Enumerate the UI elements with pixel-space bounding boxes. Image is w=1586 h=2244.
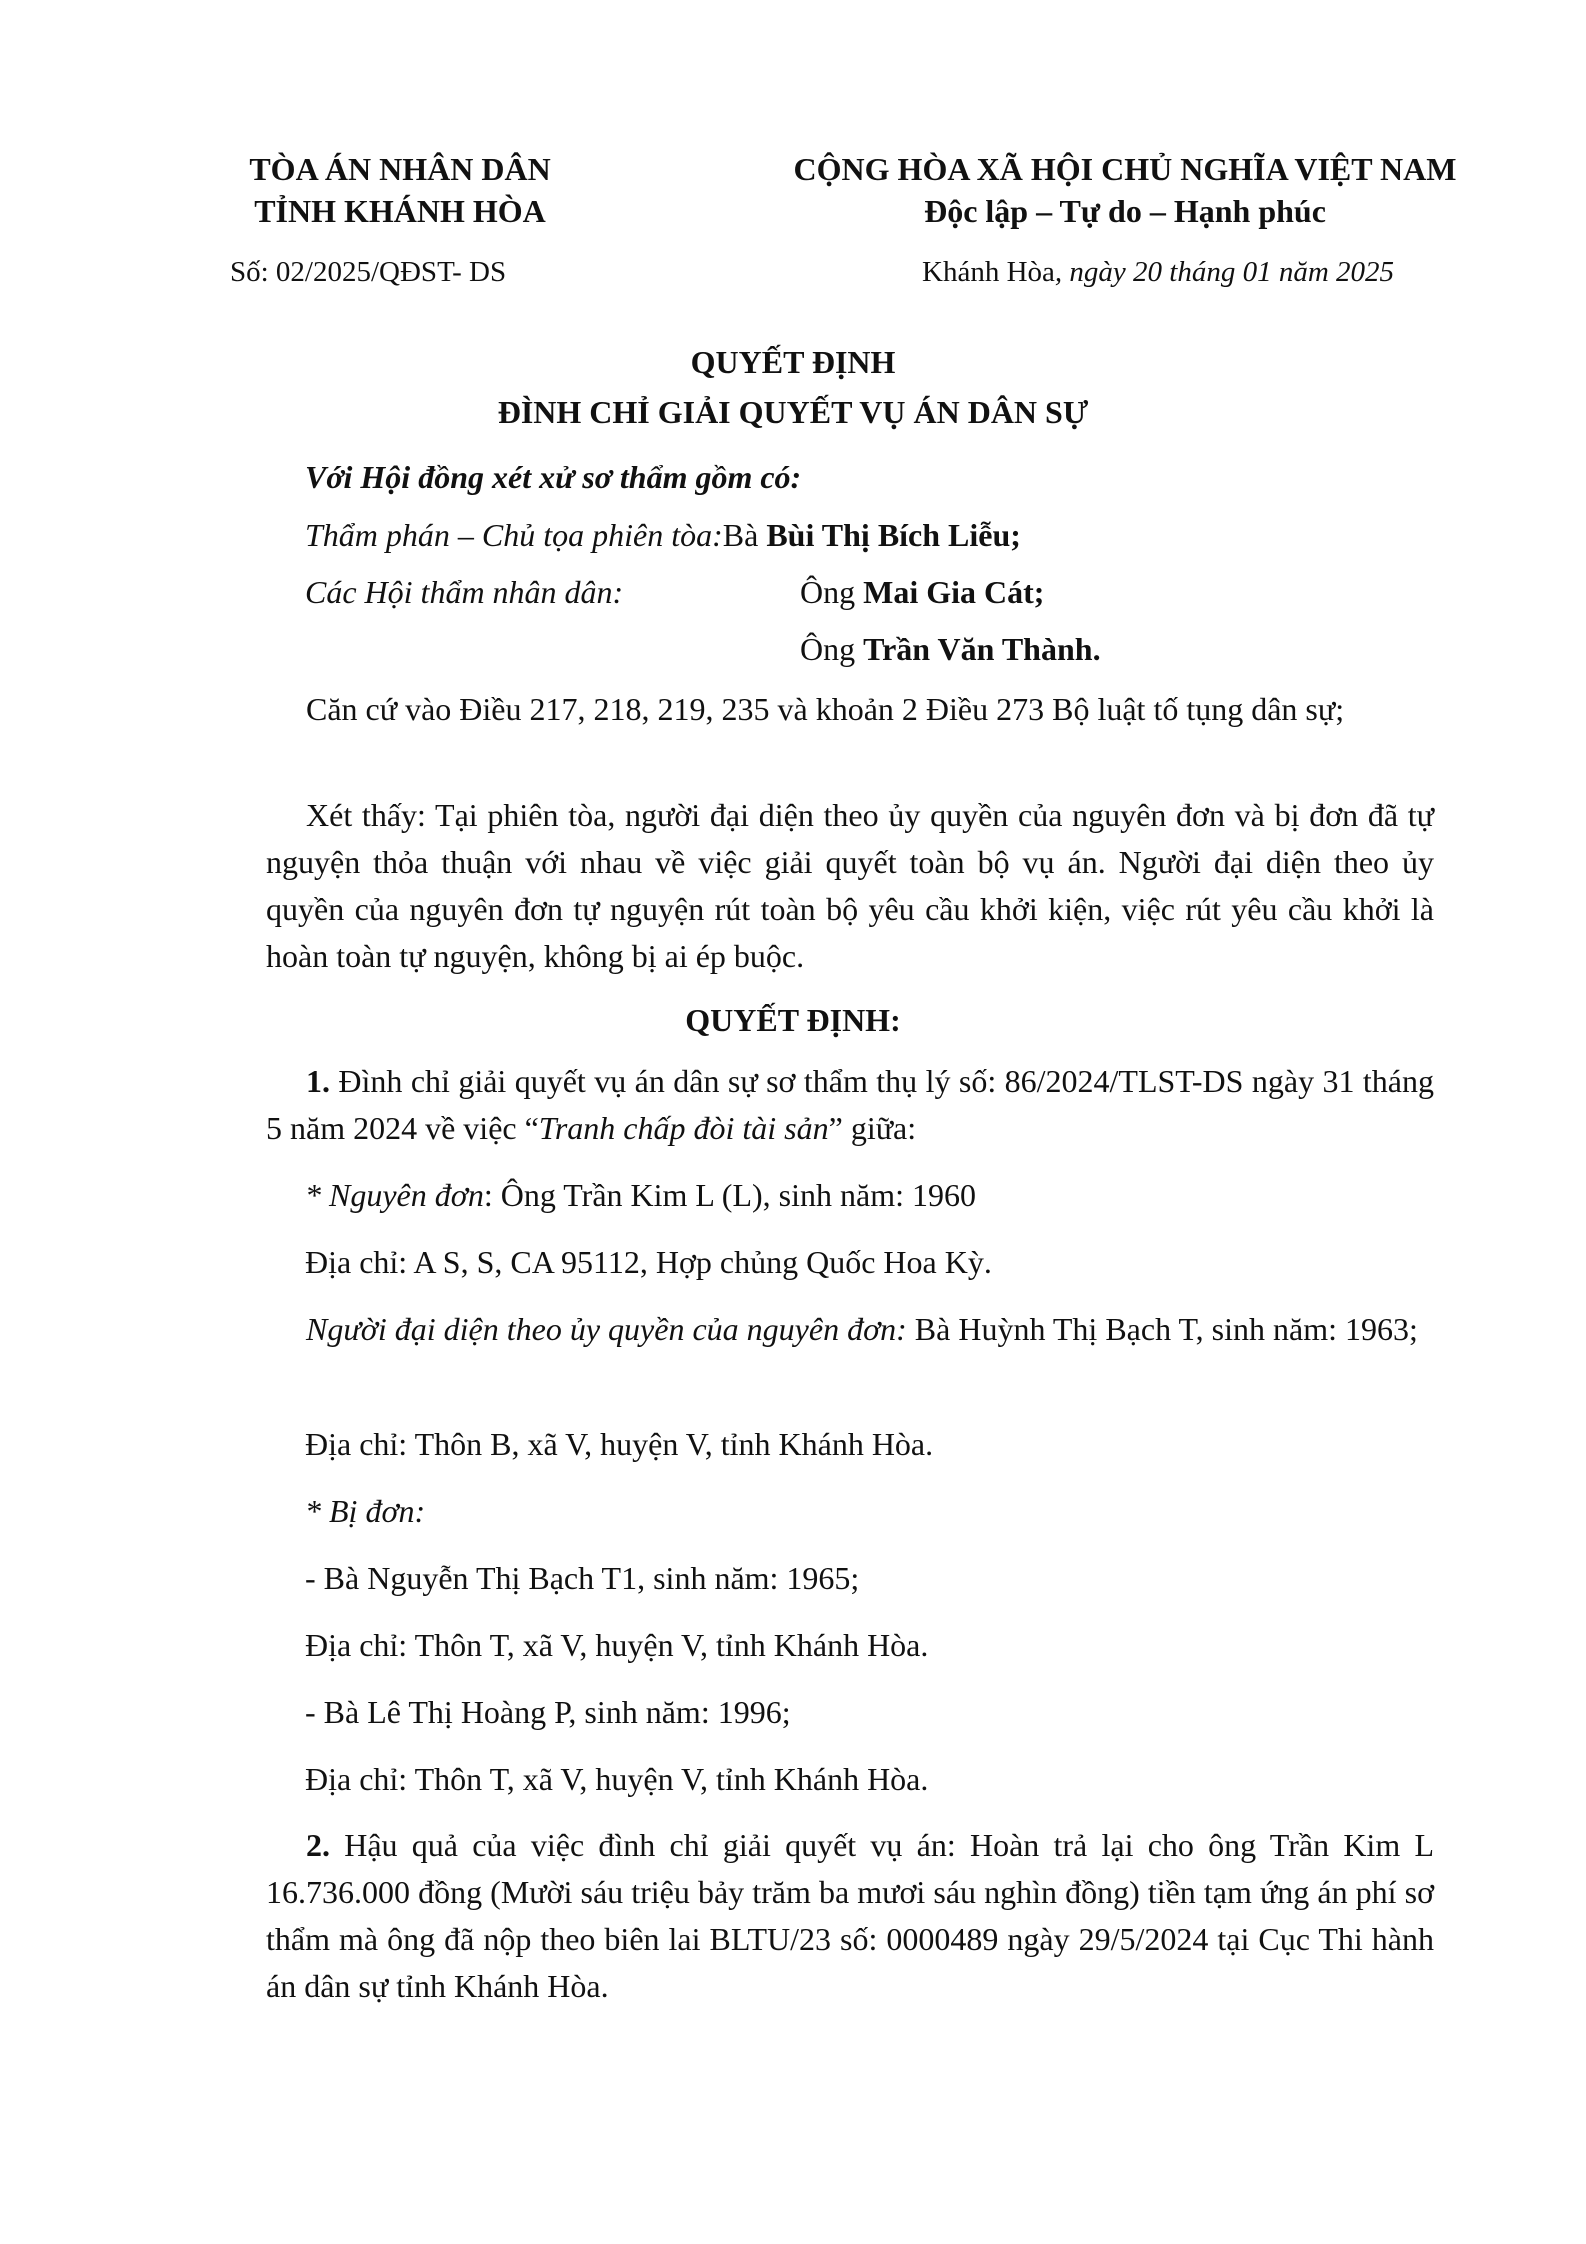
item1-number: 1. xyxy=(306,1063,330,1099)
plaintiff-address: Địa chỉ: A S, S, CA 95112, Hợp chủng Quốc Hoa Kỳ. xyxy=(305,1244,992,1280)
assessor2-prefix: Ông xyxy=(800,631,864,667)
defendant2: - Bà Lê Thị Hoàng P, sinh năm: 1996; xyxy=(305,1694,791,1730)
court-line2: TỈNH KHÁNH HÒA xyxy=(254,193,546,229)
defendant-label: * Bị đơn: xyxy=(305,1493,426,1529)
title-line2: ĐÌNH CHỈ GIẢI QUYẾT VỤ ÁN DÂN SỰ xyxy=(497,394,1089,430)
assessor2-name: Trần Văn Thành. xyxy=(863,631,1101,667)
defendant2-address: Địa chỉ: Thôn T, xã V, huyện V, tỉnh Khánh Hòa. xyxy=(305,1761,929,1797)
defendant1: - Bà Nguyễn Thị Bạch T1, sinh năm: 1965; xyxy=(305,1560,860,1596)
item1-text-b: ” giữa: xyxy=(828,1110,917,1146)
assessor1-row xyxy=(800,570,1044,614)
republic-line1: CỘNG HÒA XÃ HỘI CHỦ NGHĨA VIỆT NAM xyxy=(793,151,1457,187)
assessor1-prefix: Ông xyxy=(800,574,864,610)
assessor1-name: Mai Gia Cát; xyxy=(863,574,1045,610)
date: , ngày 20 tháng 01 năm 2025 xyxy=(1054,256,1395,288)
assessor2-row xyxy=(800,627,1101,671)
rep-address: Địa chỉ: Thôn B, xã V, huyện V, tỉnh Khánh Hòa. xyxy=(305,1426,934,1462)
decision-item1 xyxy=(266,1058,1434,1152)
item2-text: Hậu quả của việc đình chỉ giải quyết vụ án: Hoàn trả lại cho ông Trần Kim L 16.736.000 đồng (Mười sáu triệu bảy trăm ba mươi sáu nghìn đồng) tiền tạm ứng án phí sơ thẩm mà ông đã nộp theo biên lai BLTU/23 số: 0000489 ngày 29/5/2024 tại Cục Thi hành án dân sự tỉnh Khánh Hòa. xyxy=(266,1827,1434,2004)
plaintiff-label: * Nguyên đơn xyxy=(305,1177,484,1213)
decision-item2 xyxy=(266,1822,1434,2010)
judge-row xyxy=(305,513,1021,557)
document-number: Số: 02/2025/QĐST- DS xyxy=(230,256,507,288)
place: Khánh Hòa xyxy=(922,256,1055,288)
court-name-block xyxy=(230,148,570,232)
judge-label: Thẩm phán – Chủ tọa phiên tòa: xyxy=(305,517,723,553)
place-date xyxy=(922,250,1394,294)
item2-number: 2. xyxy=(306,1827,330,1863)
defendant1-address: Địa chỉ: Thôn T, xã V, huyện V, tỉnh Khánh Hòa. xyxy=(305,1627,929,1663)
judge-name: Bùi Thị Bích Liễu; xyxy=(766,517,1021,553)
item1-case-type: Tranh chấp đòi tài sản xyxy=(538,1110,829,1146)
finding-paragraph: Xét thấy: Tại phiên tòa, người đại diện theo ủy quyền của nguyên đơn và bị đơn đã tự nguyện thỏa thuận với nhau về việc giải quyết toàn bộ vụ án. Người đại diện theo ủy quyền của nguyên đơn tự nguyện rút toàn bộ yêu cầu khởi kiện, việc rút yêu cầu khởi là hoàn toàn tự nguyện, không bị ai ép buộc. xyxy=(266,797,1434,974)
plaintiff-text: : Ông Trần Kim L (L), sinh năm: 1960 xyxy=(483,1177,976,1213)
plaintiff-row xyxy=(305,1173,976,1217)
representative-paragraph xyxy=(266,1306,1434,1353)
republic-line2: Độc lập – Tự do – Hạnh phúc xyxy=(924,193,1326,229)
national-motto-block xyxy=(755,148,1495,232)
assessors-label: Các Hội thẩm nhân dân: xyxy=(305,574,624,610)
rep-label: Người đại diện theo ủy quyền của nguyên đơn: xyxy=(306,1311,907,1347)
decision-heading: QUYẾT ĐỊNH: xyxy=(685,1002,901,1038)
item1-text-a: Đình chỉ giải quyết vụ án dân sự sơ thẩm thụ lý số: 86/2024/TLST-DS ngày 31 tháng 5 năm 2024 về việc “ xyxy=(266,1063,1434,1146)
judge-prefix: Bà xyxy=(722,517,767,553)
title-line1: QUYẾT ĐỊNH xyxy=(690,344,896,380)
legal-basis-paragraph: Căn cứ vào Điều 217, 218, 219, 235 và khoản 2 Điều 273 Bộ luật tố tụng dân sự; xyxy=(306,691,1345,727)
rep-text: Bà Huỳnh Thị Bạch T, sinh năm: 1963; xyxy=(906,1311,1418,1347)
panel-heading: Với Hội đồng xét xử sơ thẩm gồm có: xyxy=(305,459,802,495)
court-line1: TÒA ÁN NHÂN DÂN xyxy=(249,151,551,187)
